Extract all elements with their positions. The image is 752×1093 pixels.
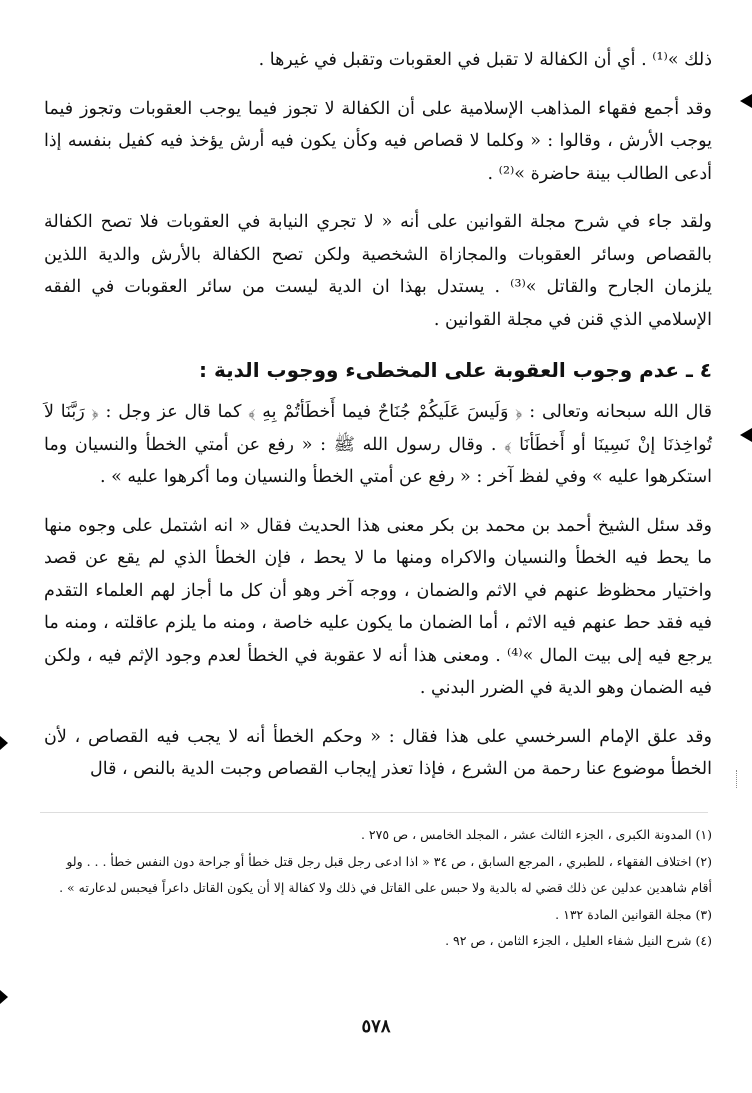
margin-arrow-icon xyxy=(0,736,8,750)
margin-arrow-icon xyxy=(740,94,752,108)
margin-arrow-icon xyxy=(0,990,8,1004)
footnote-divider xyxy=(40,812,708,813)
footnote-4: (٤) شرح النيل شفاء العليل ، الجزء الثامن ، ص ٩٢ . xyxy=(445,933,712,948)
footnotes xyxy=(44,822,712,955)
paragraph-majalla: ولقد جاء في شرح مجلة القوانين على أنه « لا تجري النيابة في العقوبات فلا تصح الكفالة بالقصاص وسائر العقوبات والمجازاة الشخصية ولكن تصح الكفالة بالأرش والدية اللذين يلزمان الجارح والقاتل »⁽³⁾ . يستدل بهذا ان الدية ليست من سائر العقوبات في الفقه الإسلامي الذي قنن في مجلة القوانين . xyxy=(44,212,712,330)
margin-dots xyxy=(736,770,739,788)
footnote-3: (٣) مجلة القوانين المادة ١٣٢ . xyxy=(555,906,712,922)
margin-arrow-icon xyxy=(740,428,752,442)
paragraph-sarakhsi: وقد علق الإمام السرخسي على هذا فقال : « وحكم الخطأ أنه لا يجب فيه القصاص ، لأن الخطأ موضوع عنا رحمة من الشرع ، فإذا تعذر إيجاب القصاص وجبت الدية بالنص ، قال xyxy=(44,726,712,779)
paragraph-continuation: ذلك »⁽¹⁾ . أي أن الكفالة لا تقبل في العقوبات وتقبل في غيرها . xyxy=(258,50,712,70)
paragraph-quran-hadith: قال الله سبحانه وتعالى : ﴿ وَلَيسَ عَلَيكُمْ جُنَاحٌ فيما أَخطَأتُمْ بِهِ ﴾ كما قال عز وجل : ﴿ رَبَّنَا لاَ تُواخِذنَا إنْ نَسِينَا أو أَخطَأنَا ﴾ . وقال رسول الله ﷺ : « رفع عن أمتي الخطأ والنسيان وما استكرهوا عليه » وفي لفظ آخر : « رفع عن أمتي الخطأ والنسيان وما أكرهوا عليه » . xyxy=(44,402,712,487)
paragraph-consensus: وقد أجمع فقهاء المذاهب الإسلامية على أن الكفالة لا تجوز فيما يوجب العقوبات وتجوز فيما يوجب الأرش ، وقالوا : « وكلما لا قصاص فيه وكأن يكون فيه أرش يؤخذ فيه كفيل بنفسه إذا أدعى الطالب بينة حاضرة »⁽²⁾ . xyxy=(44,98,712,184)
footnote-2: (٢) اختلاف الفقهاء ، للطبري ، المرجع السابق ، ص ٣٤ « اذا ادعى رجل قبل رجل قتل خطأ أو جراحة دون النفس خطأ . . . ولو أقام شاهدين عدلين عن ذلك قضي له بالدية ولا حبس على القاتل في ذلك ولا كفالة إلا أن يكون القاتل داعراً فيحبس لدعارته » . xyxy=(59,853,712,895)
page-number: ٥٧٨ xyxy=(361,1016,391,1037)
paragraph-sheikh-answer: وقد سئل الشيخ أحمد بن محمد بن بكر معنى هذا الحديث فقال « انه اشتمل على وجوه منها ما يحط فيه الخطأ والنسيان والاكراه ومنها ما لا يحط ، فإن الخطأ الذي لم يقع عن قصد واختيار محظوظ عنهم في الاثم والضمان ، ووجه آخر وهو أن كل ما أجاز لهم العلماء التقدم فيه فقد حط عنهم فيه الاثم ، أما الضمان ما يكون عليه خاصة ، ومنه ما يلزم عاقلته ، ومنه ما يرجع فيه إلى بيت المال »⁽⁴⁾ . ومعنى هذا أنه لا عقوبة في الخطأ لعدم وجود الإثم فيه ، ولكن فيه الضمان وهو الدية في الضرر البدني . xyxy=(44,515,712,698)
footnote-1: (١) المدونة الكبرى ، الجزء الثالث عشر ، المجلد الخامس ، ص ٢٧٥ . xyxy=(360,827,712,842)
section-heading: ٤ ـ عدم وجوب العقوبة على المخطىء ووجوب الدية : xyxy=(199,358,712,382)
main-text xyxy=(44,44,712,786)
